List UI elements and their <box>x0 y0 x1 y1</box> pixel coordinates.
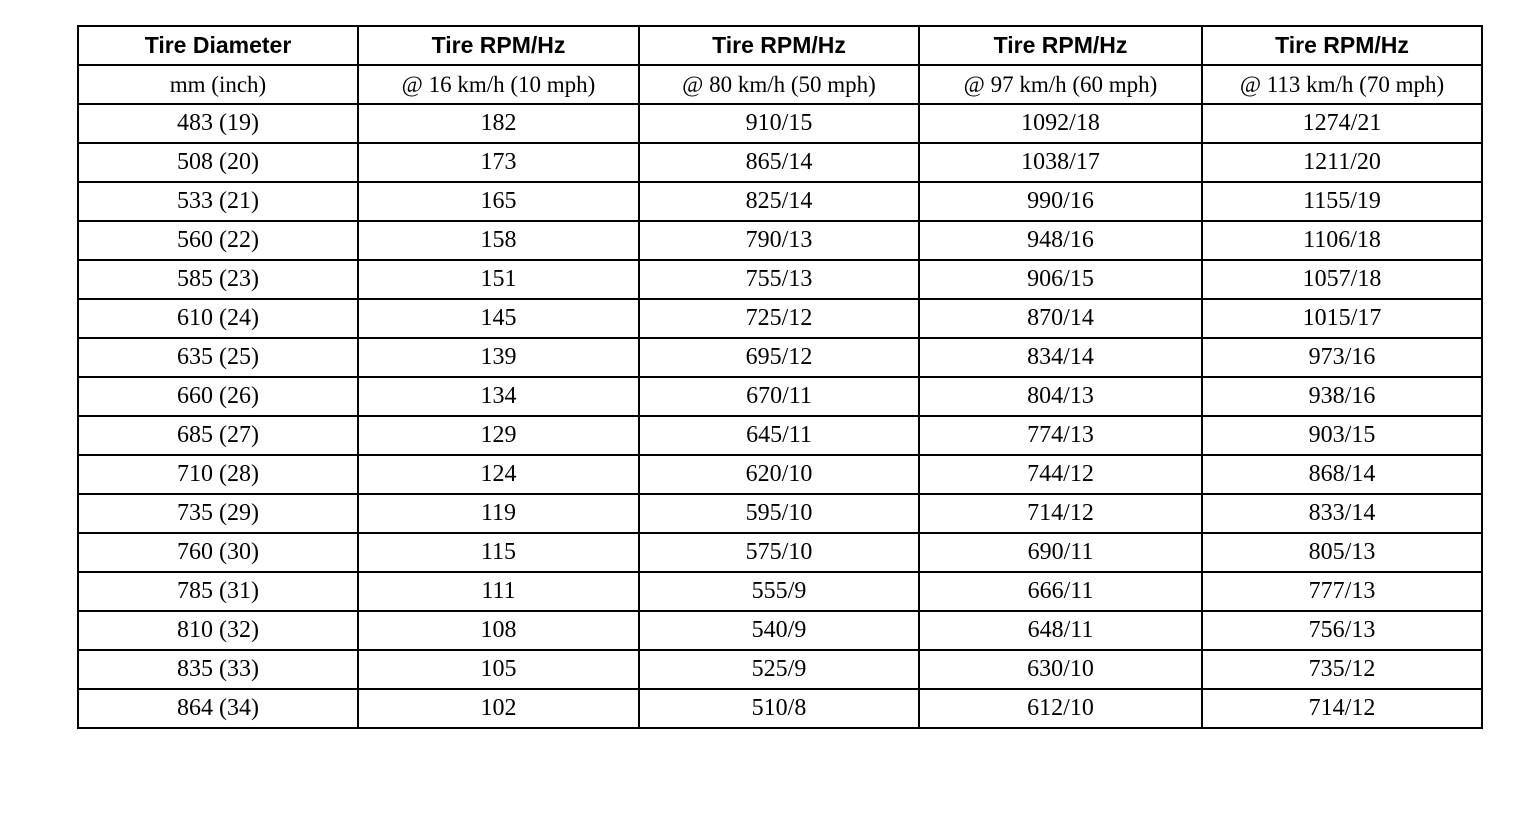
table-row <box>78 260 1482 299</box>
cell-rpm-113: 714/12 <box>1202 689 1482 728</box>
header-rpm-97kmh: Tire RPM/Hz <box>919 26 1202 65</box>
cell-rpm-113: 938/16 <box>1202 377 1482 416</box>
cell-rpm-16: 182 <box>358 104 639 143</box>
cell-rpm-97: 774/13 <box>919 416 1202 455</box>
cell-rpm-16: 124 <box>358 455 639 494</box>
header-row-titles <box>78 26 1482 65</box>
cell-diameter: 533 (21) <box>78 182 358 221</box>
cell-rpm-16: 129 <box>358 416 639 455</box>
cell-rpm-113: 1015/17 <box>1202 299 1482 338</box>
cell-rpm-16: 119 <box>358 494 639 533</box>
cell-diameter: 710 (28) <box>78 455 358 494</box>
cell-rpm-16: 108 <box>358 611 639 650</box>
cell-diameter: 483 (19) <box>78 104 358 143</box>
cell-rpm-97: 744/12 <box>919 455 1202 494</box>
cell-diameter: 864 (34) <box>78 689 358 728</box>
cell-rpm-97: 1038/17 <box>919 143 1202 182</box>
tire-rpm-table <box>77 25 1483 729</box>
cell-rpm-97: 834/14 <box>919 338 1202 377</box>
cell-rpm-16: 102 <box>358 689 639 728</box>
cell-rpm-97: 612/10 <box>919 689 1202 728</box>
cell-diameter: 835 (33) <box>78 650 358 689</box>
cell-rpm-16: 158 <box>358 221 639 260</box>
cell-diameter: 735 (29) <box>78 494 358 533</box>
cell-rpm-113: 1057/18 <box>1202 260 1482 299</box>
cell-rpm-97: 714/12 <box>919 494 1202 533</box>
cell-diameter: 810 (32) <box>78 611 358 650</box>
subheader-speed-97: @ 97 km/h (60 mph) <box>919 65 1202 104</box>
cell-rpm-97: 804/13 <box>919 377 1202 416</box>
cell-rpm-80: 910/15 <box>639 104 919 143</box>
cell-rpm-113: 1211/20 <box>1202 143 1482 182</box>
table-row <box>78 611 1482 650</box>
subheader-speed-16: @ 16 km/h (10 mph) <box>358 65 639 104</box>
cell-rpm-113: 735/12 <box>1202 650 1482 689</box>
cell-rpm-16: 165 <box>358 182 639 221</box>
table-row <box>78 494 1482 533</box>
cell-rpm-80: 510/8 <box>639 689 919 728</box>
cell-rpm-113: 973/16 <box>1202 338 1482 377</box>
cell-diameter: 508 (20) <box>78 143 358 182</box>
table-row <box>78 143 1482 182</box>
cell-diameter: 760 (30) <box>78 533 358 572</box>
cell-rpm-97: 690/11 <box>919 533 1202 572</box>
cell-diameter: 585 (23) <box>78 260 358 299</box>
cell-rpm-97: 870/14 <box>919 299 1202 338</box>
cell-rpm-80: 825/14 <box>639 182 919 221</box>
cell-rpm-80: 725/12 <box>639 299 919 338</box>
cell-diameter: 560 (22) <box>78 221 358 260</box>
cell-rpm-16: 134 <box>358 377 639 416</box>
cell-rpm-97: 990/16 <box>919 182 1202 221</box>
cell-rpm-80: 865/14 <box>639 143 919 182</box>
table-row <box>78 299 1482 338</box>
cell-rpm-113: 805/13 <box>1202 533 1482 572</box>
cell-diameter: 685 (27) <box>78 416 358 455</box>
cell-rpm-80: 595/10 <box>639 494 919 533</box>
cell-rpm-16: 111 <box>358 572 639 611</box>
table-row <box>78 455 1482 494</box>
cell-rpm-80: 575/10 <box>639 533 919 572</box>
cell-diameter: 610 (24) <box>78 299 358 338</box>
table-row <box>78 533 1482 572</box>
cell-rpm-97: 648/11 <box>919 611 1202 650</box>
cell-rpm-16: 173 <box>358 143 639 182</box>
cell-rpm-80: 525/9 <box>639 650 919 689</box>
cell-rpm-113: 1274/21 <box>1202 104 1482 143</box>
header-tire-diameter: Tire Diameter <box>78 26 358 65</box>
table-row <box>78 221 1482 260</box>
header-row-units <box>78 65 1482 104</box>
cell-rpm-97: 948/16 <box>919 221 1202 260</box>
cell-rpm-113: 756/13 <box>1202 611 1482 650</box>
subheader-speed-113: @ 113 km/h (70 mph) <box>1202 65 1482 104</box>
cell-rpm-16: 139 <box>358 338 639 377</box>
cell-rpm-16: 115 <box>358 533 639 572</box>
cell-rpm-80: 695/12 <box>639 338 919 377</box>
cell-rpm-113: 903/15 <box>1202 416 1482 455</box>
table-row <box>78 689 1482 728</box>
cell-rpm-16: 151 <box>358 260 639 299</box>
cell-rpm-97: 1092/18 <box>919 104 1202 143</box>
table-row <box>78 182 1482 221</box>
cell-rpm-16: 145 <box>358 299 639 338</box>
cell-diameter: 635 (25) <box>78 338 358 377</box>
cell-rpm-113: 1155/19 <box>1202 182 1482 221</box>
table-row <box>78 377 1482 416</box>
cell-rpm-80: 555/9 <box>639 572 919 611</box>
table-row <box>78 104 1482 143</box>
cell-rpm-80: 645/11 <box>639 416 919 455</box>
table-row <box>78 416 1482 455</box>
cell-diameter: 660 (26) <box>78 377 358 416</box>
cell-rpm-113: 777/13 <box>1202 572 1482 611</box>
subheader-units: mm (inch) <box>78 65 358 104</box>
cell-rpm-80: 540/9 <box>639 611 919 650</box>
cell-rpm-80: 755/13 <box>639 260 919 299</box>
cell-rpm-80: 620/10 <box>639 455 919 494</box>
table-row <box>78 338 1482 377</box>
cell-rpm-113: 868/14 <box>1202 455 1482 494</box>
header-rpm-113kmh: Tire RPM/Hz <box>1202 26 1482 65</box>
cell-rpm-16: 105 <box>358 650 639 689</box>
cell-rpm-97: 666/11 <box>919 572 1202 611</box>
cell-rpm-80: 790/13 <box>639 221 919 260</box>
table-row <box>78 572 1482 611</box>
subheader-speed-80: @ 80 km/h (50 mph) <box>639 65 919 104</box>
header-rpm-80kmh: Tire RPM/Hz <box>639 26 919 65</box>
tire-rpm-table-container <box>77 25 1483 729</box>
cell-rpm-113: 1106/18 <box>1202 221 1482 260</box>
cell-rpm-97: 906/15 <box>919 260 1202 299</box>
cell-rpm-80: 670/11 <box>639 377 919 416</box>
cell-rpm-97: 630/10 <box>919 650 1202 689</box>
cell-rpm-113: 833/14 <box>1202 494 1482 533</box>
header-rpm-16kmh: Tire RPM/Hz <box>358 26 639 65</box>
table-row <box>78 650 1482 689</box>
cell-diameter: 785 (31) <box>78 572 358 611</box>
